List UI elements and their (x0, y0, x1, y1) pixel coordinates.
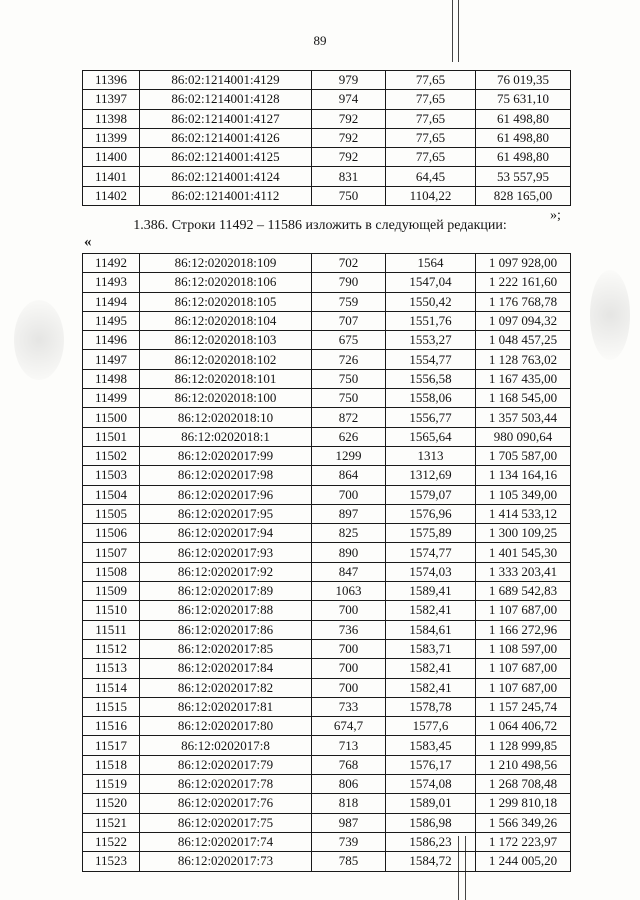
amount-cell: 1 064 406,72 (476, 717, 571, 736)
row-number-cell: 11506 (83, 524, 140, 543)
rate-cell: 1586,23 (386, 832, 476, 851)
cadastral-number-cell: 86:12:0202018:102 (140, 350, 312, 369)
amount-cell: 1 134 164,16 (476, 466, 571, 485)
amount-cell: 1 689 542,83 (476, 582, 571, 601)
cadastral-number-cell: 86:02:1214001:4129 (140, 71, 312, 90)
row-number-cell: 11400 (83, 148, 140, 167)
rate-cell: 77,65 (386, 71, 476, 90)
row-number-cell: 11521 (83, 813, 140, 832)
amount-cell: 828 165,00 (476, 186, 571, 205)
table-row (83, 389, 571, 408)
cadastral-number-cell: 86:12:0202017:82 (140, 678, 312, 697)
rate-cell: 1584,61 (386, 620, 476, 639)
row-number-cell: 11396 (83, 71, 140, 90)
rate-cell: 1576,17 (386, 755, 476, 774)
row-number-cell: 11511 (83, 620, 140, 639)
cadastral-number-cell: 86:12:0202017:79 (140, 755, 312, 774)
cadastral-number-cell: 86:12:0202018:103 (140, 331, 312, 350)
value-cell: 626 (312, 427, 386, 446)
value-cell: 707 (312, 311, 386, 330)
table-row (83, 446, 571, 465)
amount-cell: 61 498,80 (476, 148, 571, 167)
row-number-cell: 11512 (83, 639, 140, 658)
main-table (82, 253, 571, 872)
amount-cell: 1 167 435,00 (476, 369, 571, 388)
row-number-cell: 11402 (83, 186, 140, 205)
row-number-cell: 11398 (83, 109, 140, 128)
rate-cell: 1550,42 (386, 292, 476, 311)
table-row (83, 717, 571, 736)
cadastral-number-cell: 86:02:1214001:4125 (140, 148, 312, 167)
value-cell: 806 (312, 775, 386, 794)
amount-cell: 1 107 687,00 (476, 678, 571, 697)
value-cell: 700 (312, 485, 386, 504)
row-number-cell: 11519 (83, 775, 140, 794)
cadastral-number-cell: 86:12:0202018:106 (140, 273, 312, 292)
table-row (83, 331, 571, 350)
table-row (83, 273, 571, 292)
amount-cell: 1 168 545,00 (476, 389, 571, 408)
amount-cell: 1 128 999,85 (476, 736, 571, 755)
amount-cell: 1 107 687,00 (476, 601, 571, 620)
row-number-cell: 11513 (83, 659, 140, 678)
page-number: 89 (313, 33, 327, 48)
table-row (83, 408, 571, 427)
rate-cell: 1547,04 (386, 273, 476, 292)
scan-smudge (14, 300, 64, 380)
rate-cell: 1584,72 (386, 852, 476, 871)
rate-cell: 1554,77 (386, 350, 476, 369)
cadastral-number-cell: 86:12:0202017:80 (140, 717, 312, 736)
amount-cell: 1 128 763,02 (476, 350, 571, 369)
amount-cell: 75 631,10 (476, 90, 571, 109)
value-cell: 1063 (312, 582, 386, 601)
value-cell: 825 (312, 524, 386, 543)
amount-cell: 1 300 109,25 (476, 524, 571, 543)
row-number-cell: 11508 (83, 562, 140, 581)
rate-cell: 1579,07 (386, 485, 476, 504)
amount-cell: 1 210 498,56 (476, 755, 571, 774)
cadastral-number-cell: 86:12:0202017:81 (140, 697, 312, 716)
value-cell: 674,7 (312, 717, 386, 736)
cadastral-number-cell: 86:12:0202017:8 (140, 736, 312, 755)
value-cell: 792 (312, 148, 386, 167)
cadastral-number-cell: 86:12:0202018:100 (140, 389, 312, 408)
value-cell: 785 (312, 852, 386, 871)
amount-cell: 1 299 810,18 (476, 794, 571, 813)
table-row (83, 620, 571, 639)
amount-cell: 1 097 928,00 (476, 254, 571, 273)
amount-cell: 1 357 503,44 (476, 408, 571, 427)
rate-cell: 64,45 (386, 167, 476, 186)
row-number-cell: 11504 (83, 485, 140, 504)
row-number-cell: 11505 (83, 504, 140, 523)
amount-cell: 61 498,80 (476, 128, 571, 147)
amount-cell: 1 414 533,12 (476, 504, 571, 523)
cadastral-number-cell: 86:12:0202017:92 (140, 562, 312, 581)
table-row (83, 427, 571, 446)
value-cell: 739 (312, 832, 386, 851)
cadastral-number-cell: 86:02:1214001:4112 (140, 186, 312, 205)
row-number-cell: 11507 (83, 543, 140, 562)
value-cell: 890 (312, 543, 386, 562)
row-number-cell: 11523 (83, 852, 140, 871)
top-table (82, 70, 571, 206)
table-row (83, 524, 571, 543)
amount-cell: 1 566 349,26 (476, 813, 571, 832)
cadastral-number-cell: 86:12:0202017:76 (140, 794, 312, 813)
value-cell: 831 (312, 167, 386, 186)
row-number-cell: 11509 (83, 582, 140, 601)
amount-cell: 1 108 597,00 (476, 639, 571, 658)
rate-cell: 77,65 (386, 148, 476, 167)
value-cell: 897 (312, 504, 386, 523)
cadastral-number-cell: 86:12:0202017:75 (140, 813, 312, 832)
cadastral-number-cell: 86:12:0202018:1 (140, 427, 312, 446)
value-cell: 736 (312, 620, 386, 639)
value-cell: 675 (312, 331, 386, 350)
row-number-cell: 11496 (83, 331, 140, 350)
cadastral-number-cell: 86:12:0202017:86 (140, 620, 312, 639)
row-number-cell: 11494 (83, 292, 140, 311)
row-number-cell: 11515 (83, 697, 140, 716)
amount-cell: 1 244 005,20 (476, 852, 571, 871)
rate-cell: 77,65 (386, 128, 476, 147)
value-cell: 792 (312, 128, 386, 147)
cadastral-number-cell: 86:12:0202017:84 (140, 659, 312, 678)
rate-cell: 1577,6 (386, 717, 476, 736)
amount-cell: 1 105 349,00 (476, 485, 571, 504)
amount-cell: 1 705 587,00 (476, 446, 571, 465)
row-number-cell: 11516 (83, 717, 140, 736)
value-cell: 974 (312, 90, 386, 109)
rate-cell: 1589,41 (386, 582, 476, 601)
rate-cell: 1575,89 (386, 524, 476, 543)
rate-cell: 1565,64 (386, 427, 476, 446)
rate-cell: 1313 (386, 446, 476, 465)
cadastral-number-cell: 86:02:1214001:4127 (140, 109, 312, 128)
table-row (83, 254, 571, 273)
value-cell: 733 (312, 697, 386, 716)
rate-cell: 1574,08 (386, 775, 476, 794)
rate-cell: 1578,78 (386, 697, 476, 716)
cadastral-number-cell: 86:12:0202017:93 (140, 543, 312, 562)
value-cell: 979 (312, 71, 386, 90)
amount-cell: 61 498,80 (476, 109, 571, 128)
amount-cell: 1 107 687,00 (476, 659, 571, 678)
rate-cell: 1583,45 (386, 736, 476, 755)
value-cell: 864 (312, 466, 386, 485)
cadastral-number-cell: 86:12:0202017:78 (140, 775, 312, 794)
closing-quote: »; (550, 208, 561, 223)
cadastral-number-cell: 86:12:0202018:109 (140, 254, 312, 273)
row-number-cell: 11502 (83, 446, 140, 465)
table-row (83, 128, 571, 147)
value-cell: 750 (312, 369, 386, 388)
value-cell: 818 (312, 794, 386, 813)
cadastral-number-cell: 86:02:1214001:4124 (140, 167, 312, 186)
rate-cell: 1589,01 (386, 794, 476, 813)
row-number-cell: 11522 (83, 832, 140, 851)
value-cell: 750 (312, 186, 386, 205)
row-number-cell: 11503 (83, 466, 140, 485)
table-row (83, 109, 571, 128)
amount-cell: 76 019,35 (476, 71, 571, 90)
cadastral-number-cell: 86:12:0202018:104 (140, 311, 312, 330)
cadastral-number-cell: 86:12:0202017:95 (140, 504, 312, 523)
rate-cell: 1574,77 (386, 543, 476, 562)
value-cell: 847 (312, 562, 386, 581)
cadastral-number-cell: 86:12:0202017:98 (140, 466, 312, 485)
table-row (83, 697, 571, 716)
value-cell: 792 (312, 109, 386, 128)
rate-cell: 77,65 (386, 90, 476, 109)
amount-cell: 1 268 708,48 (476, 775, 571, 794)
rate-cell: 1586,98 (386, 813, 476, 832)
value-cell: 987 (312, 813, 386, 832)
table-row (83, 852, 571, 871)
cadastral-number-cell: 86:12:0202017:88 (140, 601, 312, 620)
table-row (83, 71, 571, 90)
table-row (83, 350, 571, 369)
table-row (83, 601, 571, 620)
cadastral-number-cell: 86:12:0202017:94 (140, 524, 312, 543)
table-row (83, 369, 571, 388)
rate-cell: 1574,03 (386, 562, 476, 581)
value-cell: 713 (312, 736, 386, 755)
table-row (83, 659, 571, 678)
table-row (83, 775, 571, 794)
amount-cell: 1 222 161,60 (476, 273, 571, 292)
value-cell: 700 (312, 601, 386, 620)
cadastral-number-cell: 86:12:0202018:105 (140, 292, 312, 311)
cadastral-number-cell: 86:02:1214001:4126 (140, 128, 312, 147)
amount-cell: 53 557,95 (476, 167, 571, 186)
value-cell: 726 (312, 350, 386, 369)
cadastral-number-cell: 86:12:0202017:85 (140, 639, 312, 658)
value-cell: 700 (312, 678, 386, 697)
value-cell: 790 (312, 273, 386, 292)
value-cell: 700 (312, 659, 386, 678)
table-row (83, 678, 571, 697)
row-number-cell: 11518 (83, 755, 140, 774)
rate-cell: 1558,06 (386, 389, 476, 408)
row-number-cell: 11495 (83, 311, 140, 330)
rate-cell: 1564 (386, 254, 476, 273)
rate-cell: 1104,22 (386, 186, 476, 205)
amount-cell: 1 097 094,32 (476, 311, 571, 330)
table-row (83, 485, 571, 504)
rate-cell: 1312,69 (386, 466, 476, 485)
amount-cell: 1 333 203,41 (476, 562, 571, 581)
value-cell: 700 (312, 639, 386, 658)
cadastral-number-cell: 86:02:1214001:4128 (140, 90, 312, 109)
amount-cell: 1 166 272,96 (476, 620, 571, 639)
value-cell: 872 (312, 408, 386, 427)
table-row (83, 466, 571, 485)
scan-smudge (590, 270, 630, 360)
table-row (83, 292, 571, 311)
value-cell: 768 (312, 755, 386, 774)
row-number-cell: 11499 (83, 389, 140, 408)
row-number-cell: 11401 (83, 167, 140, 186)
row-number-cell: 11399 (83, 128, 140, 147)
rate-cell: 1582,41 (386, 678, 476, 697)
value-cell: 702 (312, 254, 386, 273)
rate-cell: 77,65 (386, 109, 476, 128)
row-number-cell: 11514 (83, 678, 140, 697)
value-cell: 1299 (312, 446, 386, 465)
row-number-cell: 11397 (83, 90, 140, 109)
amount-cell: 1 172 223,97 (476, 832, 571, 851)
amount-cell: 1 157 245,74 (476, 697, 571, 716)
value-cell: 759 (312, 292, 386, 311)
row-number-cell: 11498 (83, 369, 140, 388)
table-row (83, 832, 571, 851)
table-row (83, 90, 571, 109)
row-number-cell: 11510 (83, 601, 140, 620)
table-row (83, 562, 571, 581)
binder-edge-line (458, 0, 459, 62)
cadastral-number-cell: 86:12:0202017:74 (140, 832, 312, 851)
amount-cell: 980 090,64 (476, 427, 571, 446)
cadastral-number-cell: 86:12:0202018:10 (140, 408, 312, 427)
table-row (83, 813, 571, 832)
table-row (83, 504, 571, 523)
amendment-instruction: 1.386. Строки 11492 – 11586 изложить в следующей редакции: (133, 218, 507, 233)
amount-cell: 1 176 768,78 (476, 292, 571, 311)
opening-quote: « (84, 234, 92, 250)
amount-cell: 1 401 545,30 (476, 543, 571, 562)
table-row (83, 543, 571, 562)
table-row (83, 582, 571, 601)
rate-cell: 1553,27 (386, 331, 476, 350)
rate-cell: 1582,41 (386, 659, 476, 678)
row-number-cell: 11520 (83, 794, 140, 813)
row-number-cell: 11517 (83, 736, 140, 755)
table-row (83, 794, 571, 813)
row-number-cell: 11501 (83, 427, 140, 446)
cadastral-number-cell: 86:12:0202017:73 (140, 852, 312, 871)
table-row (83, 736, 571, 755)
row-number-cell: 11492 (83, 254, 140, 273)
cadastral-number-cell: 86:12:0202018:101 (140, 369, 312, 388)
binder-edge-line (452, 0, 453, 62)
cadastral-number-cell: 86:12:0202017:96 (140, 485, 312, 504)
cadastral-number-cell: 86:12:0202017:99 (140, 446, 312, 465)
row-number-cell: 11497 (83, 350, 140, 369)
cadastral-number-cell: 86:12:0202017:89 (140, 582, 312, 601)
row-number-cell: 11493 (83, 273, 140, 292)
rate-cell: 1582,41 (386, 601, 476, 620)
rate-cell: 1551,76 (386, 311, 476, 330)
table-row (83, 186, 571, 205)
rate-cell: 1556,77 (386, 408, 476, 427)
table-row (83, 148, 571, 167)
rate-cell: 1583,71 (386, 639, 476, 658)
row-number-cell: 11500 (83, 408, 140, 427)
amount-cell: 1 048 457,25 (476, 331, 571, 350)
table-row (83, 755, 571, 774)
table-row (83, 167, 571, 186)
table-row (83, 311, 571, 330)
rate-cell: 1556,58 (386, 369, 476, 388)
table-row (83, 639, 571, 658)
value-cell: 750 (312, 389, 386, 408)
rate-cell: 1576,96 (386, 504, 476, 523)
